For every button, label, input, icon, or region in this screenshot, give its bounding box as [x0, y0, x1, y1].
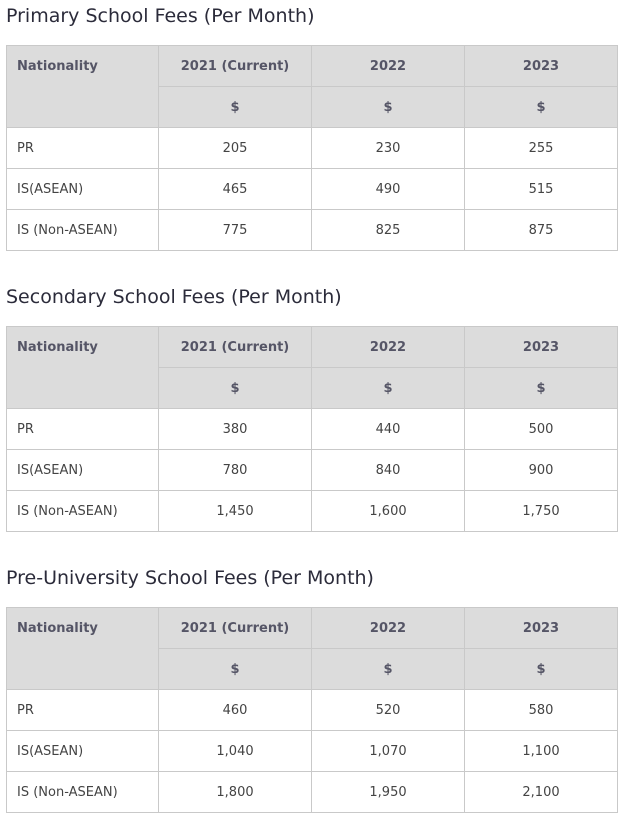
- table-row: [7, 731, 618, 772]
- nationality-header: Nationality: [7, 608, 159, 690]
- currency-header: $: [312, 368, 465, 409]
- nationality-cell: IS(ASEAN): [7, 169, 159, 210]
- nationality-cell: IS (Non-ASEAN): [7, 491, 159, 532]
- nationality-cell: PR: [7, 690, 159, 731]
- fee-cell: 875: [465, 210, 618, 251]
- fees-table: [6, 45, 618, 251]
- nationality-header: Nationality: [7, 46, 159, 128]
- fee-cell: 775: [159, 210, 312, 251]
- nationality-cell: IS (Non-ASEAN): [7, 210, 159, 251]
- fee-cell: 1,600: [312, 491, 465, 532]
- section-title: Pre-University School Fees (Per Month): [6, 567, 374, 589]
- fee-cell: 1,750: [465, 491, 618, 532]
- year-header: 2021 (Current): [159, 608, 312, 649]
- year-header: 2023: [465, 327, 618, 368]
- section-title: Primary School Fees (Per Month): [6, 5, 315, 27]
- currency-header: $: [312, 87, 465, 128]
- year-header: 2022: [312, 46, 465, 87]
- fee-cell: 255: [465, 128, 618, 169]
- currency-header: $: [312, 649, 465, 690]
- currency-header: $: [159, 87, 312, 128]
- table-row: [7, 169, 618, 210]
- fees-table: [6, 326, 618, 532]
- table-row: [7, 210, 618, 251]
- fee-cell: 440: [312, 409, 465, 450]
- fee-cell: 380: [159, 409, 312, 450]
- fee-cell: 825: [312, 210, 465, 251]
- currency-header: $: [159, 368, 312, 409]
- fee-cell: 500: [465, 409, 618, 450]
- fee-cell: 580: [465, 690, 618, 731]
- fee-cell: 1,070: [312, 731, 465, 772]
- year-header: 2023: [465, 46, 618, 87]
- fee-cell: 205: [159, 128, 312, 169]
- nationality-cell: IS(ASEAN): [7, 450, 159, 491]
- year-header: 2022: [312, 608, 465, 649]
- fee-cell: 2,100: [465, 772, 618, 813]
- fee-cell: 460: [159, 690, 312, 731]
- fee-cell: 900: [465, 450, 618, 491]
- year-header: 2021 (Current): [159, 327, 312, 368]
- nationality-header: Nationality: [7, 327, 159, 409]
- fee-cell: 1,100: [465, 731, 618, 772]
- nationality-cell: PR: [7, 409, 159, 450]
- year-header: 2023: [465, 608, 618, 649]
- nationality-cell: IS (Non-ASEAN): [7, 772, 159, 813]
- table-row: [7, 491, 618, 532]
- fee-cell: 1,450: [159, 491, 312, 532]
- section-title: Secondary School Fees (Per Month): [6, 286, 342, 308]
- year-header: 2021 (Current): [159, 46, 312, 87]
- fee-cell: 840: [312, 450, 465, 491]
- currency-header: $: [465, 649, 618, 690]
- fee-cell: 515: [465, 169, 618, 210]
- fee-cell: 780: [159, 450, 312, 491]
- fees-table: [6, 607, 618, 813]
- year-header: 2022: [312, 327, 465, 368]
- table-row: [7, 450, 618, 491]
- fee-cell: 490: [312, 169, 465, 210]
- currency-header: $: [159, 649, 312, 690]
- fee-cell: 1,800: [159, 772, 312, 813]
- table-row: [7, 409, 618, 450]
- nationality-cell: PR: [7, 128, 159, 169]
- table-row: [7, 128, 618, 169]
- fee-cell: 465: [159, 169, 312, 210]
- table-row: [7, 772, 618, 813]
- fee-cell: 1,950: [312, 772, 465, 813]
- table-row: [7, 690, 618, 731]
- fee-cell: 230: [312, 128, 465, 169]
- fee-cell: 520: [312, 690, 465, 731]
- currency-header: $: [465, 368, 618, 409]
- fee-cell: 1,040: [159, 731, 312, 772]
- currency-header: $: [465, 87, 618, 128]
- nationality-cell: IS(ASEAN): [7, 731, 159, 772]
